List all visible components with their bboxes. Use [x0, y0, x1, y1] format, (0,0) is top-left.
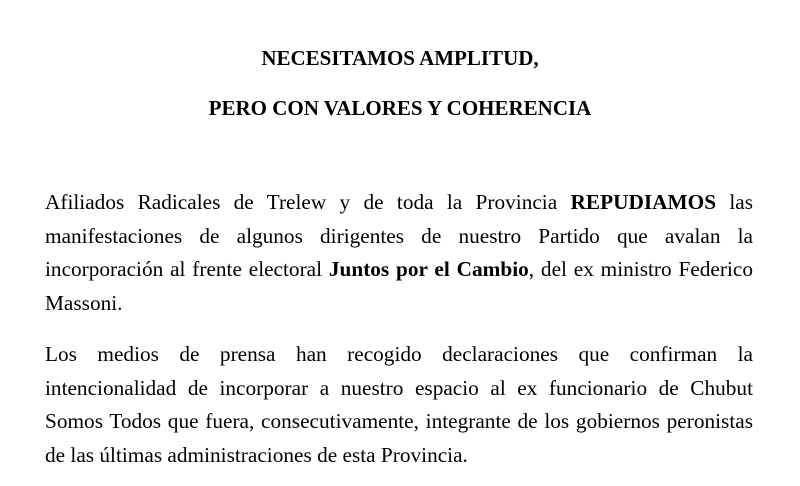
paragraph-2-text: Los medios de prensa han recogido declaraciones que confirman la intencionalidad de incorporar a nuestro espacio al ex funcionario de Chubut Somos Todos que fuera, consecutivamente, integrante de los gobiernos peronistas de las últimas administraciones de esta Provincia. [45, 342, 753, 468]
paragraph-1-text-2: las manifestaciones de algunos dirigentes de nuestro Partido que avalan la incorporación al frente electoral [45, 190, 754, 282]
paragraph-1-bold-repudiamos: REPUDIAMOS [570, 190, 717, 214]
paragraph-1-text-3: , del ex ministro Federico Massoni. [45, 257, 753, 316]
paragraph-2 [45, 338, 753, 473]
paragraph-1 [45, 186, 753, 321]
paragraph-1-bold-coalition-name: Juntos por el Cambio [328, 257, 529, 282]
document-title-line-2: PERO CON VALORES Y COHERENCIA [208, 96, 592, 120]
paragraph-1-text-1: Afiliados Radicales de Trelew y de toda la Provincia [45, 190, 571, 214]
document-title-line-1: NECESITAMOS AMPLITUD, [261, 46, 539, 70]
